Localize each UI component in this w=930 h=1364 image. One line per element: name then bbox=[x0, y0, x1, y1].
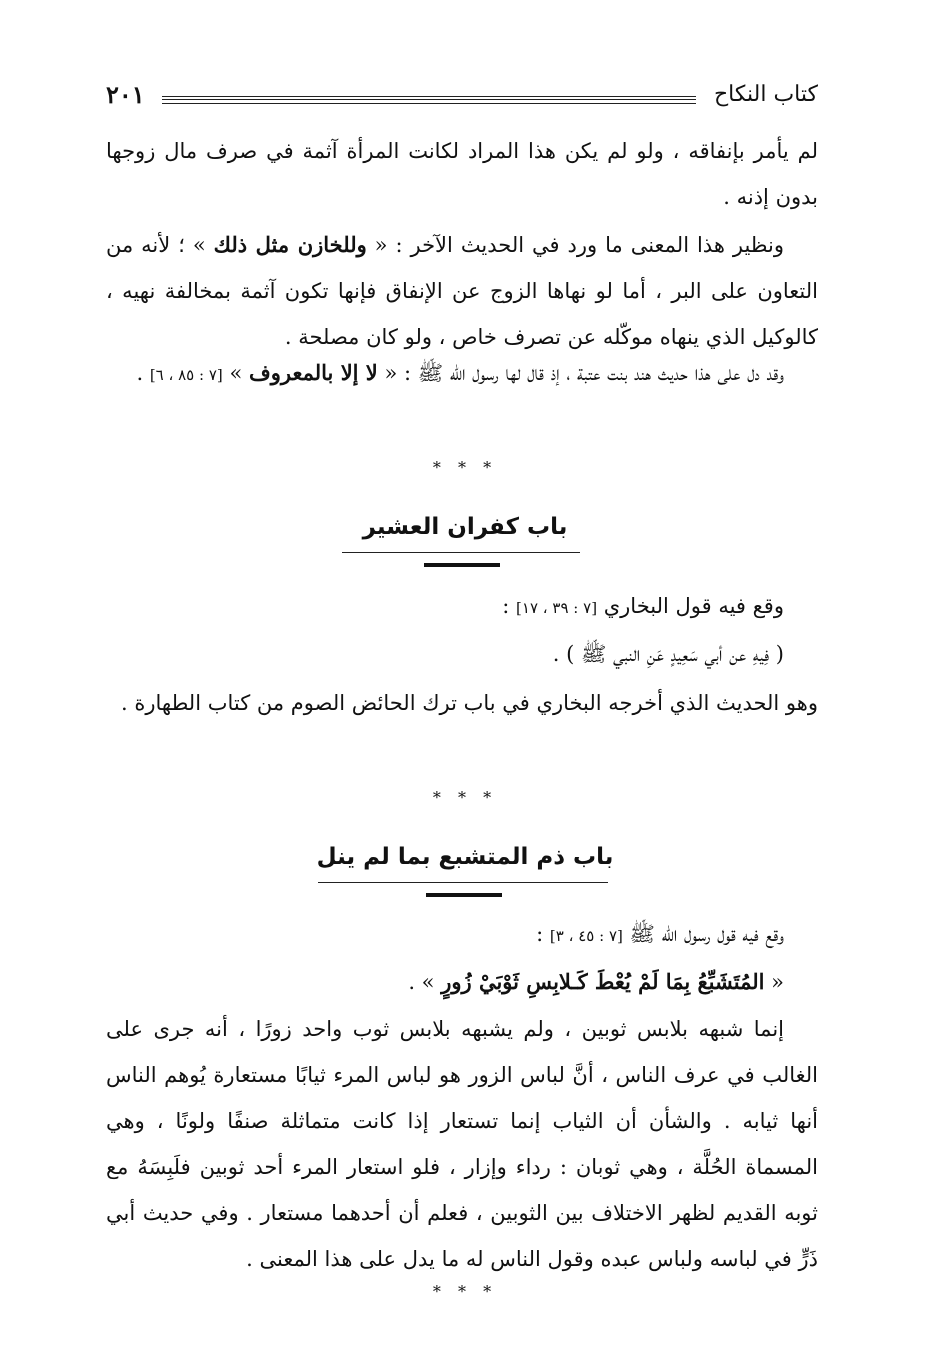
hadith-quote: وللخازن مثل ذلك bbox=[213, 232, 367, 257]
paragraph-text: إنما شبهه بلابس ثوبين ، ولم يشبهه بلابس ثوب واحد زورًا ، أنه جرى على الغالب في عرف الناس ، أنَّ لباس الزور هو لباس المرء ثيابًا مستعارة يُوهم الناس أنها ثيابه . والشأن أن الثياب إنما تستعار إذا كانت متماثلة صنفًا ولونًا ، وهي المسماة الحُلَّة ، وهي ثوبان : رداء وإزار ، فلو استعار المرء أحد ثوبين فلَبِسَهُ مع ثوبه القديم لظهر الاختلاف بين الثوبين ، فعلم أن أحدهما مستعار . وفي حديث أبي ذَرٍّ في لباسه ولباس عبده وقول الناس له ما يدل على هذا المعنى . bbox=[106, 1017, 818, 1271]
title-underline-bar bbox=[424, 563, 500, 567]
section-title bbox=[0, 514, 930, 540]
title-underline-bar bbox=[426, 893, 502, 897]
section-title-text: باب ذم المتشبع بما لم ينل bbox=[316, 844, 614, 870]
paragraph-text: وقع فيه قول البخاري bbox=[597, 594, 784, 618]
page-number: ٢٠١ bbox=[106, 80, 145, 109]
paragraph-text: : bbox=[502, 594, 517, 618]
section-separator: * * * bbox=[432, 458, 498, 477]
section-paragraph bbox=[106, 1006, 818, 1282]
quote-mark: « bbox=[764, 970, 784, 994]
quote-text: ( فِيهِ عن أبي سَعِيدٍ عَنِ النبي ﷺ ) . bbox=[552, 642, 784, 666]
paragraph-hind bbox=[106, 350, 818, 398]
reference: [٧ : ٤٥ ، ٣] bbox=[549, 927, 623, 945]
quote-mark: » . bbox=[408, 970, 442, 994]
section-intro bbox=[106, 584, 818, 630]
title-underline bbox=[342, 552, 580, 553]
hadith-line bbox=[106, 960, 818, 1004]
paragraph-text: » ؛ لأنه من التعاون على البر ، أما لو نهاها الزوج عن الإنفاق فإنها تكون آثمة بمخالفة نهيه ، كالوكيل الذي ينهاه موكّله عن تصرف خاص ، ولو كان مصلحة . bbox=[106, 233, 818, 349]
title-underline bbox=[318, 882, 608, 883]
section-separator: * * * bbox=[432, 788, 498, 807]
section-intro bbox=[106, 912, 818, 958]
paragraph-text: وهو الحديث الذي أخرجه البخاري في باب ترك الحائض الصوم من كتاب الطهارة . bbox=[121, 691, 818, 715]
paragraph-text: . bbox=[136, 361, 150, 385]
paragraph-text: وقع فيه قول رسول اللّه ﷺ bbox=[622, 922, 784, 946]
section-title bbox=[0, 844, 930, 870]
paragraph-text: وقد دل على هذا حديث هند بنت عتبة ، إذ قال لها رسول اللّه ﷺ : « bbox=[377, 361, 784, 385]
section-title-text: باب كفران العشير bbox=[362, 514, 568, 540]
hadith-quote: المُتَشَبِّعُ بِمَا لَمْ يُعْطَ كَـلابِسِ ثَوْبَيْ زُورٍ bbox=[441, 969, 765, 994]
bukhari-quote bbox=[106, 632, 818, 676]
paragraph-text: » bbox=[222, 361, 249, 385]
reference: [٧ : ٨٥ ، ٦] bbox=[149, 366, 223, 384]
hadith-quote: لا إلا بالمعروف bbox=[248, 360, 378, 385]
page-header bbox=[106, 80, 818, 120]
paragraph-text: : bbox=[536, 922, 550, 946]
header-rule bbox=[162, 96, 696, 104]
paragraph-text: لم يأمر بإنفاقه ، ولو لم يكن هذا المراد لكانت المرأة آثمة في صرف مال زوجها بدون إذنه . bbox=[106, 139, 818, 209]
running-title: كتاب النكاح bbox=[713, 82, 818, 107]
section-paragraph bbox=[106, 680, 818, 726]
paragraph-text: ونظير هذا المعنى ما ورد في الحديث الآخر : « bbox=[366, 233, 784, 257]
reference: [٧ : ٣٩ ، ١٧] bbox=[516, 599, 598, 617]
section-separator: * * * bbox=[432, 1282, 498, 1301]
paragraph-continuation bbox=[106, 128, 818, 220]
paragraph-khazin bbox=[106, 222, 818, 360]
